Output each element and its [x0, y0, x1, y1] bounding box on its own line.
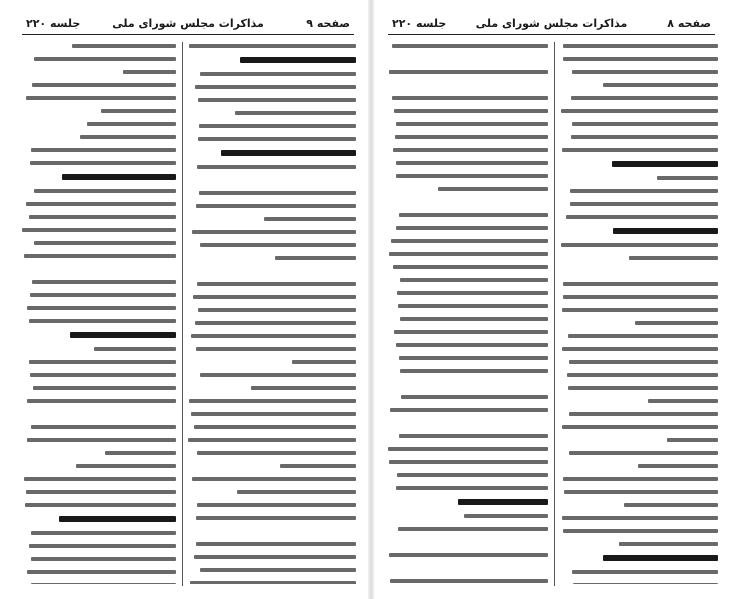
text-line — [198, 308, 356, 312]
text-line — [189, 44, 356, 48]
text-line — [200, 243, 356, 247]
text-line — [563, 477, 718, 481]
text-line — [389, 70, 548, 74]
text-line — [193, 295, 356, 299]
text-line — [30, 293, 176, 297]
text-line — [388, 382, 548, 386]
text-line — [62, 174, 176, 180]
text-line — [31, 531, 176, 535]
text-line — [31, 148, 176, 152]
left-session-number: جلسه ۲۲۰ — [26, 17, 81, 30]
text-line — [70, 332, 176, 338]
right-running-title: مذاکرات مجلس شورای ملی — [475, 17, 628, 30]
text-line — [29, 544, 176, 548]
text-line — [198, 137, 356, 141]
text-line — [188, 178, 356, 182]
left-running-title: مذاکرات مجلس شورای ملی — [112, 17, 264, 30]
text-line — [393, 265, 548, 269]
text-line — [200, 568, 356, 572]
text-line — [389, 460, 548, 464]
text-line — [389, 553, 548, 557]
text-line — [195, 85, 356, 89]
text-line — [396, 486, 548, 490]
text-line — [190, 581, 356, 584]
text-line — [34, 189, 176, 193]
text-line — [394, 109, 548, 113]
text-line — [197, 165, 356, 169]
text-line — [195, 321, 356, 325]
text-line — [25, 503, 176, 507]
text-line — [27, 570, 176, 574]
text-line — [397, 291, 548, 295]
right-page-header — [388, 14, 715, 35]
text-line — [398, 527, 548, 531]
text-line — [603, 555, 718, 561]
text-line — [199, 124, 356, 128]
text-line — [235, 111, 356, 115]
text-line — [26, 202, 176, 206]
text-line — [31, 425, 176, 429]
text-line — [24, 477, 176, 481]
text-line — [26, 96, 176, 100]
text-line — [194, 555, 356, 559]
left-page-number: صفحه ۹ — [306, 17, 350, 30]
text-line — [30, 161, 176, 165]
text-line — [76, 464, 176, 468]
text-line — [27, 438, 176, 442]
text-line — [388, 57, 548, 61]
text-line — [572, 122, 718, 126]
text-line — [31, 583, 176, 584]
text-line — [59, 516, 176, 522]
text-line — [394, 330, 548, 334]
text-line — [275, 256, 356, 260]
text-line — [30, 373, 176, 377]
right-page-number: صفحه ۸ — [667, 17, 711, 30]
text-line — [196, 542, 356, 546]
text-line — [389, 252, 548, 256]
text-line — [570, 189, 718, 193]
text-line — [221, 150, 356, 156]
text-line — [568, 334, 718, 338]
right-page-column-right — [560, 44, 718, 584]
text-line — [388, 447, 548, 451]
text-line — [32, 280, 176, 284]
left-page-header — [22, 14, 354, 35]
text-line — [566, 215, 718, 219]
text-line — [562, 516, 718, 520]
text-line — [396, 161, 548, 165]
text-line — [392, 44, 548, 48]
text-line — [24, 254, 176, 258]
text-line — [648, 399, 718, 403]
text-line — [397, 473, 548, 477]
text-line — [571, 96, 718, 100]
text-line — [22, 267, 176, 271]
text-line — [29, 215, 176, 219]
text-line — [624, 503, 718, 507]
text-line — [562, 347, 718, 351]
text-line — [612, 161, 718, 167]
text-line — [191, 412, 356, 416]
text-line — [396, 122, 548, 126]
text-line — [619, 542, 718, 546]
text-line — [29, 319, 176, 323]
text-line — [569, 412, 718, 416]
text-line — [400, 278, 548, 282]
text-line — [123, 70, 176, 74]
text-line — [401, 395, 548, 399]
text-line — [27, 399, 176, 403]
text-line — [390, 408, 548, 412]
text-line — [105, 451, 176, 455]
text-line — [562, 308, 718, 312]
text-line — [400, 317, 548, 321]
text-line — [22, 412, 176, 416]
text-line — [87, 122, 176, 126]
text-line — [27, 306, 176, 310]
text-line — [240, 57, 356, 63]
text-line — [391, 239, 548, 243]
right-page-column-left — [388, 44, 548, 584]
text-line — [101, 109, 176, 113]
text-line — [388, 83, 548, 87]
text-line — [280, 464, 356, 468]
text-line — [561, 109, 718, 113]
text-line — [189, 399, 356, 403]
text-line — [34, 241, 176, 245]
text-line — [562, 425, 718, 429]
text-line — [464, 514, 548, 518]
text-line — [31, 557, 176, 561]
text-line — [251, 386, 356, 390]
text-line — [399, 356, 548, 360]
text-line — [667, 438, 718, 442]
text-line — [192, 230, 356, 234]
left-page-column-left — [22, 44, 176, 584]
text-line — [388, 540, 548, 544]
text-line — [568, 386, 718, 390]
text-line — [570, 202, 718, 206]
text-line — [563, 57, 718, 61]
text-line — [191, 334, 356, 338]
text-line — [197, 451, 356, 455]
text-line — [199, 191, 356, 195]
text-line — [399, 213, 548, 217]
text-line — [395, 135, 548, 139]
text-line — [80, 135, 176, 139]
text-line — [657, 176, 719, 180]
text-line — [388, 421, 548, 425]
text-line — [200, 72, 356, 76]
text-line — [33, 386, 176, 390]
text-line — [400, 369, 548, 373]
text-line — [564, 490, 718, 494]
text-line — [264, 217, 356, 221]
text-line — [392, 96, 548, 100]
text-line — [569, 451, 718, 455]
text-line — [292, 360, 357, 364]
text-line — [390, 579, 548, 583]
text-line — [34, 57, 176, 61]
text-line — [94, 347, 176, 351]
text-line — [396, 174, 548, 178]
text-line — [196, 204, 356, 208]
text-line — [562, 148, 718, 152]
text-line — [561, 243, 718, 247]
text-line — [200, 373, 356, 377]
text-line — [563, 44, 718, 48]
text-line — [635, 321, 718, 325]
text-line — [237, 490, 356, 494]
text-line — [192, 477, 356, 481]
text-line — [398, 304, 548, 308]
text-line — [197, 282, 356, 286]
text-line — [396, 343, 548, 347]
text-line — [388, 566, 548, 570]
text-line — [393, 148, 548, 152]
text-line — [563, 295, 718, 299]
text-line — [613, 228, 718, 234]
text-line — [567, 373, 718, 377]
text-line — [22, 228, 176, 232]
text-line — [573, 583, 718, 584]
text-line — [26, 490, 176, 494]
text-line — [196, 347, 356, 351]
text-line — [396, 226, 548, 230]
right-page — [374, 0, 733, 599]
left-page-column-right — [188, 44, 356, 584]
text-line — [188, 438, 356, 442]
text-line — [32, 83, 176, 87]
text-line — [72, 44, 176, 48]
text-line — [194, 425, 356, 429]
text-line — [188, 269, 356, 273]
text-line — [572, 70, 718, 74]
right-session-number: جلسه ۲۲۰ — [392, 17, 447, 30]
text-line — [188, 529, 356, 533]
text-line — [438, 187, 548, 191]
text-line — [629, 256, 718, 260]
text-line — [638, 464, 718, 468]
text-line — [399, 434, 548, 438]
text-line — [458, 499, 548, 505]
text-line — [572, 570, 718, 574]
text-line — [603, 83, 718, 87]
left-column-divider — [182, 42, 183, 586]
text-line — [198, 98, 356, 102]
text-line — [196, 516, 356, 520]
text-line — [197, 503, 356, 507]
text-line — [29, 360, 176, 364]
text-line — [388, 200, 548, 204]
text-line — [569, 360, 718, 364]
text-line — [560, 269, 718, 273]
text-line — [563, 529, 719, 533]
text-line — [571, 135, 718, 139]
right-column-divider — [554, 42, 555, 586]
text-line — [563, 282, 718, 286]
